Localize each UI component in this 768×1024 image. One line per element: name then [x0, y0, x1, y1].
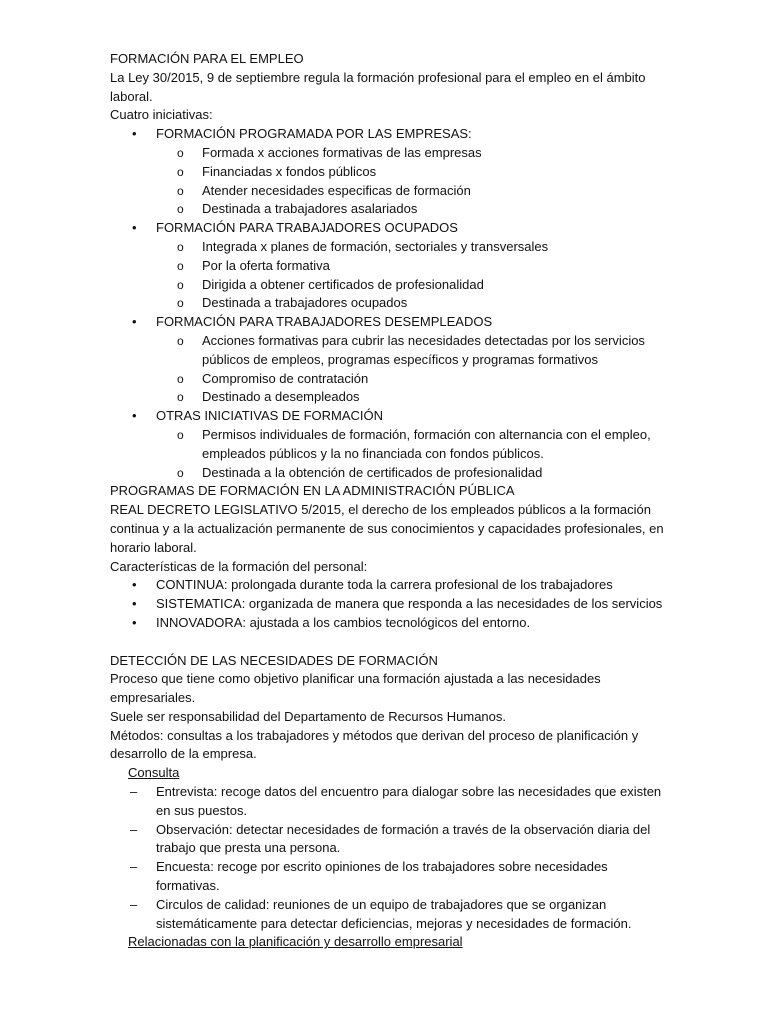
bullet-icon: • [132, 614, 137, 630]
list-item [110, 821, 670, 859]
circle-bullet-icon: o [177, 371, 184, 386]
consulta-text: Circulos de calidad: reuniones de un equipo de trabajadores que se organizan sistemáticamente para detectar deficiencias, mejoras y necesidades de formación. [156, 896, 632, 931]
bullet-icon: • [132, 126, 137, 142]
initiatives-list [110, 125, 670, 482]
circle-bullet-icon: o [177, 296, 184, 311]
circle-bullet-icon: o [177, 333, 184, 348]
bullet-icon: • [132, 408, 137, 424]
characteristic-text: SISTEMATICA: organizada de manera que responda a las necesidades de los servicios [156, 596, 663, 612]
list-item [110, 783, 670, 821]
sub-item: Destinada a trabajadores ocupados [202, 295, 408, 311]
sub-item: Por la oferta formativa [202, 257, 330, 273]
sub-item: Compromiso de contratación [202, 370, 369, 386]
sub-item: Destinado a desempleados [202, 389, 360, 405]
paragraph: Suele ser responsabilidad del Departamento de Recursos Humanos. [110, 708, 506, 724]
sub-item: Acciones formativas para cubrir las necesidades detectadas por los servicios públicos de empleos, programas específicos y programas formativos [202, 332, 645, 367]
circle-bullet-icon: o [177, 277, 184, 292]
section-title-programas: PROGRAMAS DE FORMACIÓN EN LA ADMINISTRACIÓN PÚBLICA [110, 483, 515, 499]
initiative-label: FORMACIÓN PARA TRABAJADORES OCUPADOS [156, 220, 458, 236]
consulta-text: Entrevista: recoge datos del encuentro para dialogar sobre las necesidades que existen en sus puestos. [156, 784, 662, 818]
consulta-text: Encuesta: recoge por escrito opiniones de los trabajadores sobre necesidades formativas. [156, 859, 608, 894]
consulta-text: Observación: detectar necesidades de formación a través de la observación diaria del trabajo que presta una persona. [156, 821, 651, 856]
section-title-formacion-empleo: FORMACIÓN PARA EL EMPLEO [110, 51, 304, 66]
initiatives-lead: Cuatro iniciativas: [110, 107, 213, 123]
paragraph: Métodos: consultas a los trabajadores y métodos que derivan del proceso de planificación y desarrollo de la empresa. [110, 727, 639, 762]
characteristics-list [110, 576, 670, 632]
circle-bullet-icon: o [177, 183, 184, 198]
list-item [110, 896, 670, 934]
dash-icon: – [130, 859, 138, 875]
bullet-icon: • [132, 220, 137, 236]
circle-bullet-icon: o [177, 145, 184, 160]
initiative-label: FORMACIÓN PARA TRABAJADORES DESEMPLEADOS [156, 314, 493, 330]
circle-bullet-icon: o [177, 465, 184, 480]
bullet-icon: • [132, 577, 137, 593]
characteristic-text: INNOVADORA: ajustada a los cambios tecnológicos del entorno. [156, 614, 531, 630]
dash-icon: – [130, 896, 138, 912]
section-intro: La Ley 30/2015, 9 de septiembre regula la formación profesional para el empleo en el ámbito laboral. [110, 69, 646, 104]
sub-item: Dirigida a obtener certificados de profesionalidad [202, 276, 484, 292]
bullet-icon: • [132, 314, 137, 330]
circle-bullet-icon: o [177, 202, 184, 217]
list-item [110, 595, 670, 614]
section-intro: REAL DECRETO LEGISLATIVO 5/2015, el derecho de los empleados públicos a la formación continua y a la actualización permanente de sus conocimientos y capacidades profesionales, en horario laboral. [110, 502, 664, 555]
list-item [110, 614, 670, 633]
list-item [110, 576, 670, 595]
sub-item: Permisos individuales de formación, formación con alternancia con el empleo, empleados públicos y la no financiada con fondos públicos. [202, 426, 651, 461]
sub-item: Destinada a trabajadores asalariados [202, 201, 418, 217]
initiative-item [110, 313, 670, 407]
paragraph: Proceso que tiene como objetivo planificar una formación ajustada a las necesidades empresariales. [110, 671, 601, 706]
circle-bullet-icon: o [177, 427, 184, 442]
consulta-list [110, 783, 670, 933]
bullet-icon: • [132, 596, 137, 612]
subheading-planificacion: Relacionadas con la planificación y desarrollo empresarial [128, 934, 463, 950]
document-content [110, 50, 670, 952]
initiative-label: FORMACIÓN PROGRAMADA POR LAS EMPRESAS: [156, 126, 472, 142]
list-item [110, 858, 670, 896]
blank-line [110, 633, 670, 652]
circle-bullet-icon: o [177, 390, 184, 405]
sub-item: Destinada a la obtención de certificados de profesionalidad [202, 464, 543, 480]
sub-item: Financiadas x fondos públicos [202, 163, 377, 179]
initiative-item [110, 407, 670, 482]
characteristics-lead: Características de la formación del personal: [110, 558, 368, 574]
initiative-item [110, 219, 670, 313]
dash-icon: – [130, 784, 138, 800]
dash-icon: – [130, 821, 138, 837]
characteristic-text: CONTINUA: prolongada durante toda la carrera profesional de los trabajadores [156, 577, 613, 593]
circle-bullet-icon: o [177, 239, 184, 254]
subheading-consulta: Consulta [128, 765, 180, 781]
sub-item: Atender necesidades especificas de formación [202, 182, 471, 198]
initiative-item [110, 125, 670, 219]
initiative-label: OTRAS INICIATIVAS DE FORMACIÓN [156, 408, 384, 424]
section-title-deteccion: DETECCIÓN DE LAS NECESIDADES DE FORMACIÓN [110, 652, 438, 668]
circle-bullet-icon: o [177, 164, 184, 179]
circle-bullet-icon: o [177, 258, 184, 273]
sub-item: Formada x acciones formativas de las empresas [202, 144, 482, 160]
sub-item: Integrada x planes de formación, sectoriales y transversales [202, 238, 549, 254]
